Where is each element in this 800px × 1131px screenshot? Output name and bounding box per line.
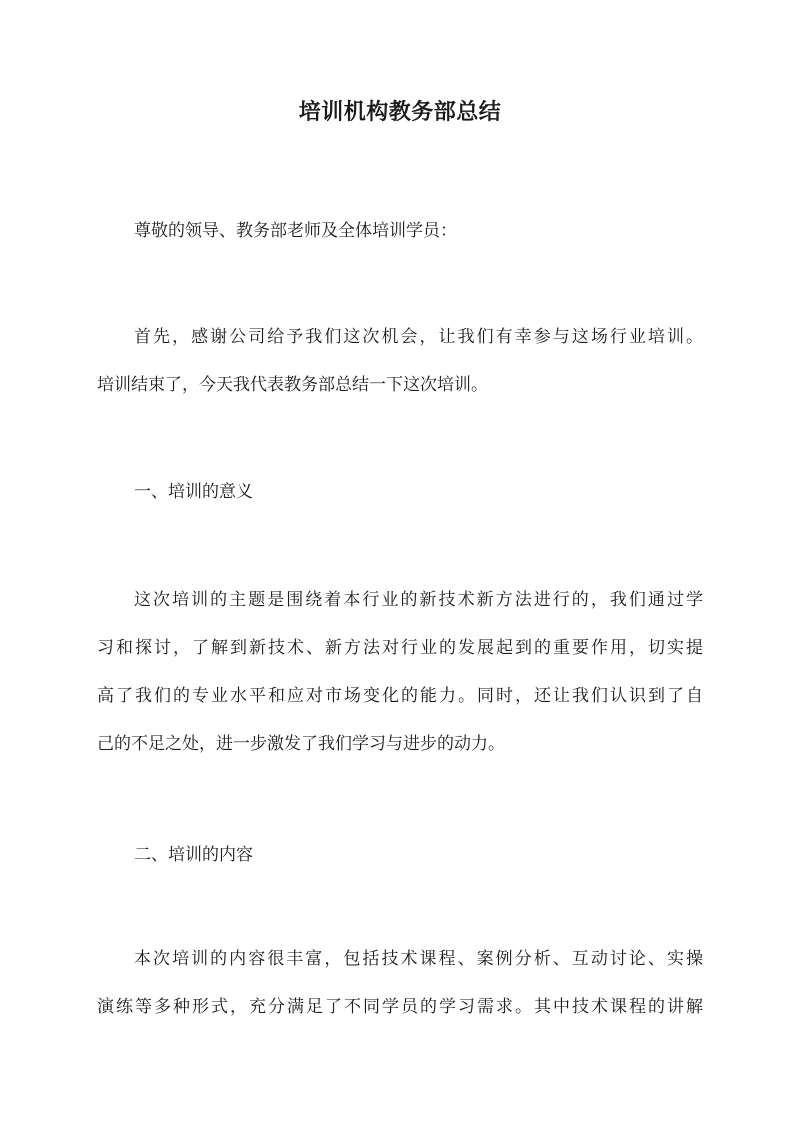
intro-line-2: 培训结束了，今天我代表教务部总结一下这次培训。: [97, 375, 488, 395]
intro-paragraph: [97, 313, 703, 409]
salutation-line: 尊敬的领导、教务部老师及全体培训学员：: [134, 221, 457, 241]
paragraph-line: 高了我们的专业水平和应对市场变化的能力。同时，还让我们认识到了自: [97, 686, 703, 706]
paragraph-line: 这次培训的主题是围绕着本行业的新技术新方法进行的，我们通过学: [134, 590, 703, 610]
salutation: [97, 207, 703, 255]
section-heading: 二、培训的内容: [134, 845, 253, 865]
paragraph-line: 演练等多种形式，充分满足了不同学员的学习需求。其中技术课程的讲解: [97, 997, 703, 1017]
paragraph-line: 习和探讨，了解到新技术、新方法对行业的发展起到的重要作用，切实提: [97, 638, 703, 658]
paragraph-line: 本次培训的内容很丰富，包括技术课程、案例分析、互动讨论、实操: [134, 949, 703, 969]
section-2-heading: [97, 831, 703, 879]
section-1-paragraph: [97, 576, 703, 768]
section-2-paragraph: [97, 935, 703, 1031]
intro-line-1: 首先，感谢公司给予我们这次机会，让我们有幸参与这场行业培训。: [134, 327, 703, 347]
section-heading: 一、培训的意义: [134, 482, 253, 502]
document-title: 培训机构教务部总结: [298, 99, 502, 125]
section-1-heading: [97, 468, 703, 516]
paragraph-line: 己的不足之处，进一步激发了我们学习与进步的动力。: [97, 734, 505, 754]
